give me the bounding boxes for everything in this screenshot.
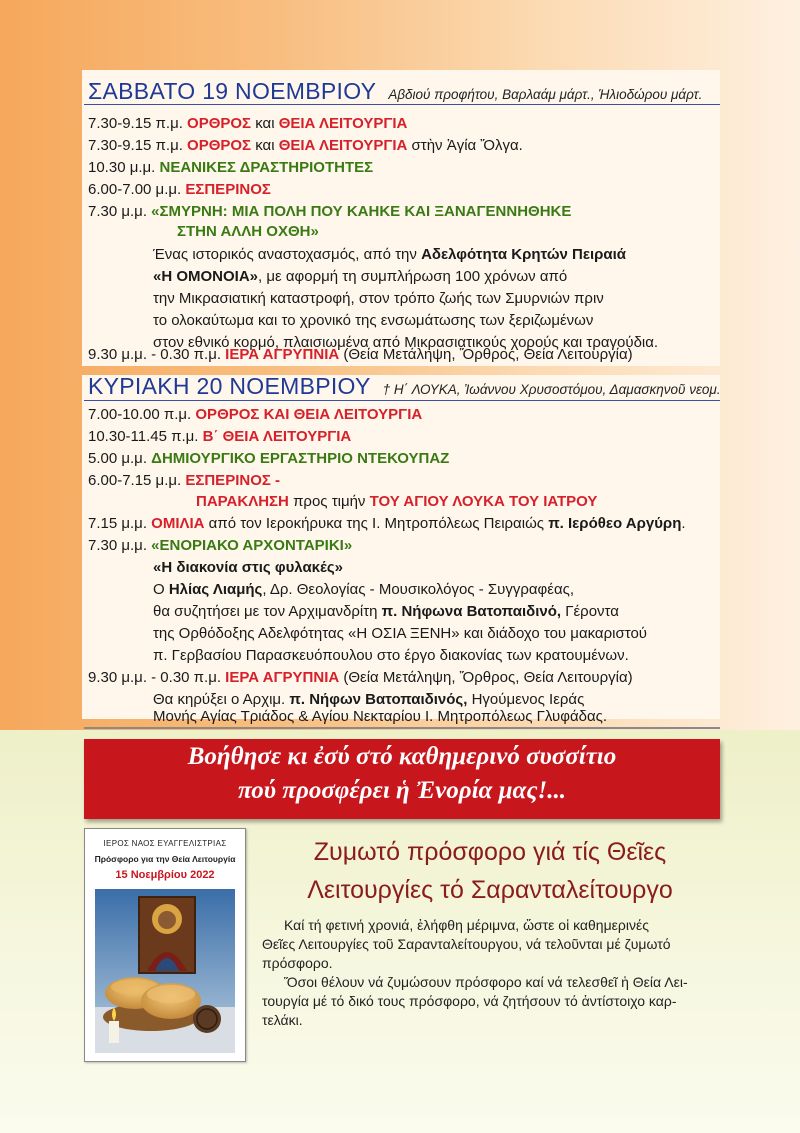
sun-line-15: Μονής Αγίας Τριάδος & Αγίου Νεκταρίου Ι. Μητροπόλεως Γλυφάδας. — [153, 708, 608, 725]
card-date: 15 Νοεμβρίου 2022 — [115, 869, 215, 881]
sun-line-10: θα συζητήσει με τον Αρχιμανδρίτη π. Νήφωνα Βατοπαιδινό, Γέροντα — [153, 603, 619, 620]
banner-line-2: πού προσφέρει ἡ Ἐνορία μας!... — [238, 777, 566, 804]
sun-line-6: 7.15 μ.μ. ΟΜΙΛΙΑ από τον Ιεροκήρυκα της Ι. Μητροπόλεως Πειραιώς π. Ιερόθεο Αργύρη. — [88, 515, 686, 532]
soup-kitchen-banner — [84, 739, 720, 819]
saturday-header-underline — [84, 104, 720, 105]
sat-line-11: στον εθνικό κορμό, πλαισιωμένα από Μικρασιατικούς χορούς και τραγούδια. — [153, 334, 659, 351]
sun-line-7: 7.30 μ.μ. «ΕΝΟΡΙΑΚΟ ΑΡΧΟΝΤΑΡΙΚΙ» — [88, 537, 353, 554]
sunday-saints: † Η΄ ΛΟΥΚΑ, Ἰωάννου Χρυσοστόμου, Δαμασκηνοῦ νεομ. — [382, 382, 721, 397]
sat-line-12: 9.30 μ.μ. - 0.30 π.μ. ΙΕΡΑ ΑΓΡΥΠΝΙΑ (Θεία Μετάληψη, Ὄρθρος, Θεία Λειτουργία) — [88, 346, 633, 363]
sat-line-1: 7.30-9.15 π.μ. ΟΡΘΡΟΣ και ΘΕΙΑ ΛΕΙΤΟΥΡΓΙΑ — [88, 115, 408, 132]
sun-line-3: 5.00 μ.μ. ΔΗΜΙΟΥΡΓΙΚΟ ΕΡΓΑΣΤΗΡΙΟ ΝΤΕΚΟΥΠΑΖ — [88, 450, 450, 467]
prosforo-para-4: Ὅσοι θέλουν νά ζυμώσουν πρόσφορο καί νά τελεσθεῖ ἡ Θεία Λει- — [284, 974, 688, 990]
sat-line-7: Ένας ιστορικός αναστοχασμός, από την Αδελφότητα Κρητών Πειραιά — [153, 246, 627, 263]
sat-line-8: «Η ΟΜΟΝΟΙΑ», με αφορμή τη συμπλήρωση 100 χρόνων από — [153, 268, 568, 285]
section-divider — [84, 727, 720, 729]
sat-line-10: το ολοκαύτωμα και το χρονικό της ενσωμάτωσης των ξεριζωμένων — [153, 312, 594, 329]
prosforo-card — [84, 828, 246, 1062]
saturday-day-title: ΣΑΒΒΑΤΟ 19 ΝΟΕΜΒΡΙΟΥ — [88, 78, 377, 104]
sun-line-9: Ο Ηλίας Λιαμής, Δρ. Θεολογίας - Μουσικολόγος - Συγγραφέας, — [153, 581, 575, 598]
sat-line-6: ΣΤΗΝ ΑΛΛΗ ΟΧΘΗ» — [177, 223, 319, 240]
prosforo-para-3: πρόσφορο. — [262, 955, 333, 971]
sat-line-9: την Μικρασιατική καταστροφή, στον τρόπο ζωής των Σμυρνιών πριν — [153, 290, 604, 307]
sun-line-5: ΠΑΡΑΚΛΗΣΗ προς τιμήν ΤΟΥ ΑΓΙΟΥ ΛΟΥΚΑ ΤΟΥ ΙΑΤΡΟΥ — [196, 493, 598, 510]
sun-line-13: 9.30 μ.μ. - 0.30 π.μ. ΙΕΡΑ ΑΓΡΥΠΝΙΑ (Θεία Μετάληψη, Ὄρθρος, Θεία Λειτουργία) — [88, 669, 633, 686]
card-subtitle: Πρόσφορο για την Θεία Λειτουργία — [94, 854, 236, 864]
prosforo-para-2: Θεῖες Λειτουργίες τοῦ Σαρανταλείτουργου, νά τελοῦνται μέ ζυμωτό — [262, 936, 671, 952]
banner-line-1: Βοήθησε κι ἐσύ στό καθημερινό συσσίτιο — [187, 743, 617, 770]
sunday-header — [88, 373, 721, 400]
sun-line-4: 6.00-7.15 μ.μ. ΕΣΠΕΡΙΝΟΣ - — [88, 472, 281, 489]
prosforo-title-2: Λειτουργίες τό Σαρανταλείτουργο — [307, 876, 673, 904]
saturday-saints: Αβδιού προφήτου, Βαρλαάμ μάρτ., Ἡλιοδώρου μάρτ. — [388, 87, 703, 102]
sun-line-11: της Ορθόδοξης Αδελφότητας «Η ΟΣΙΑ ΞΕΝΗ» και διάδοχο του μακαριστού — [153, 625, 647, 642]
saturday-header — [88, 78, 702, 105]
sun-line-2: 10.30-11.45 π.μ. Β΄ ΘΕΙΑ ΛΕΙΤΟΥΡΓΙΑ — [88, 428, 352, 445]
sun-line-1: 7.00-10.00 π.μ. ΟΡΘΡΟΣ ΚΑΙ ΘΕΙΑ ΛΕΙΤΟΥΡΓΙΑ — [88, 406, 423, 423]
prosforo-para-1: Καί τή φετινή χρονιά, ἐλήφθη μέριμνα, ὥστε οἱ καθημερινές — [284, 917, 649, 933]
sat-line-2: 7.30-9.15 π.μ. ΟΡΘΡΟΣ και ΘΕΙΑ ΛΕΙΤΟΥΡΓΙΑ στὴν Ἁγία Ὄλγα. — [88, 137, 523, 154]
card-church-name: ΙΕΡΟΣ ΝΑΟΣ ΕΥΑΓΓΕΛΙΣΤΡΙΑΣ — [103, 839, 227, 848]
sat-line-5: 7.30 μ.μ. «ΣΜΥΡΝΗ: ΜΙΑ ΠΟΛΗ ΠΟΥ ΚΑΗΚΕ ΚΑΙ ΞΑΝΑΓΕΝΝΗΘΗΚΕ — [88, 203, 572, 220]
prosforo-title-1: Ζυμωτό πρόσφορο γιά τίς Θεῖες — [313, 838, 667, 866]
sat-line-3: 10.30 μ.μ. ΝΕΑΝΙΚΕΣ ΔΡΑΣΤΗΡΙΟΤΗΤΕΣ — [88, 159, 374, 176]
sunday-header-underline — [84, 400, 720, 401]
sun-line-8: «Η διακονία στις φυλακές» — [153, 559, 343, 576]
sunday-day-title: ΚΥΡΙΑΚΗ 20 ΝΟΕΜΒΡΙΟΥ — [88, 373, 371, 399]
sun-line-12: π. Γερβασίου Παρασκευόπουλου στο έργο διακονίας των κρατουμένων. — [153, 647, 629, 664]
prosforo-para-6: τελάκι. — [262, 1012, 303, 1028]
sun-line-14: Θα κηρύξει ο Αρχιμ. π. Νήφων Βατοπαιδινός, Ηγούμενος Ιεράς — [153, 691, 585, 708]
prosforo-para-5: τουργία μέ τό δικό τους πρόσφορο, νά ζητήσουν τό ἀντίστοιχο καρ- — [262, 993, 677, 1009]
prosforo-photo — [95, 889, 235, 1053]
sat-line-4: 6.00-7.00 μ.μ. ΕΣΠΕΡΙΝΟΣ — [88, 181, 271, 198]
